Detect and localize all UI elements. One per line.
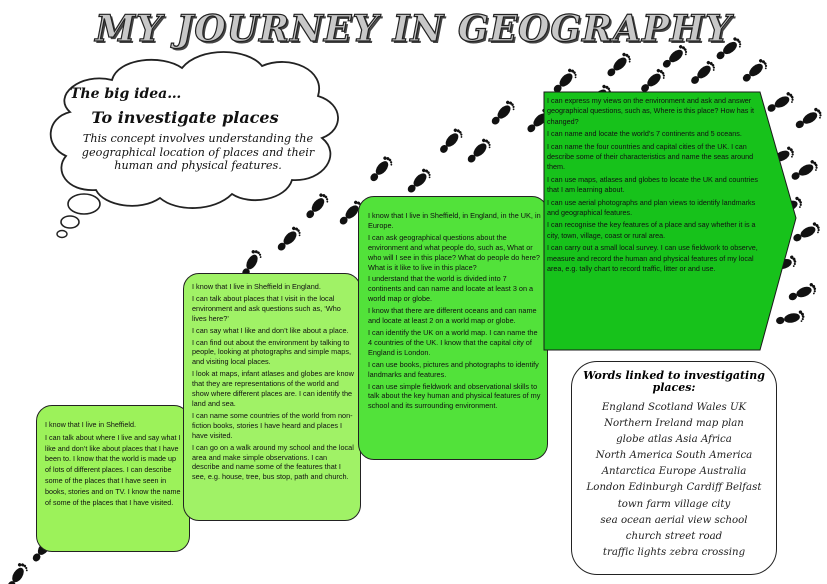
footprint-icon [5,561,30,584]
vocabulary-row: London Edinburgh Cardiff Belfast [586,482,762,494]
footprint-icon [405,167,433,196]
step2-line: I can name some countries of the world from non-fiction books, stories I have heard and places I have visited. [192,410,353,440]
vocabulary-row: North America South America [595,450,753,462]
step2-line: I can say what I like and don’t like about a place. [192,325,349,335]
step2-line: I can talk about places that I visit in the local environment and ask questions such as, ‘Who lives here?’ [192,293,341,323]
vocabulary-row: church street road [625,530,723,542]
concept-description: This concept involves understanding the geographical location of places and their human and physical features. [81,132,315,173]
page-title: MY JOURNEY IN GEOGRAPHY [95,8,732,50]
step1-line: I know that I live in Sheffield. [45,420,136,429]
step3-line: I can identify the UK on a world map. I can name the 4 countries of the UK. I know that the capital city of England is London. [368,327,538,357]
step3-line: I know that I live in Sheffield, in England, in the UK, in Europe. [368,211,541,230]
step-box-4 [547,96,762,346]
footprint-icon [367,155,394,184]
step3-line: I can ask geographical questions about the environment and what people do, such as, What or who will I see in this place? What do people do here? What is it like to live in this place? [368,232,540,272]
step4-line: I can carry out a small local survey. I can use fieldwork to observe, measure and record the human and physical features of my local area, e.g. tally chart to record traffic, litter or and use. [547,243,758,274]
step4-line: I can name and locate the world’s 7 continents and 5 oceans. [547,129,742,139]
footprint-icon [604,51,633,79]
vocabulary-list [572,400,776,561]
footprint-icon [437,127,465,156]
step4-line: I can express my views on the environment and ask and answer geographical questions, such as, Where is this place? How has it changed? [547,96,754,126]
step2-line: I know that I live in Sheffield in England. [192,282,321,291]
step-box-2 [183,273,361,521]
concept-title: To investigate places [91,108,279,127]
step3-line: I know that there are different oceans and can name and locate at least 2 on a world map or globe. [368,306,537,326]
step3-line: I can use books, pictures and photographs to identify landmarks and features. [368,359,539,379]
step-box-3 [358,196,548,460]
vocabulary-row: sea ocean aerial view school [600,514,748,526]
vocabulary-row: Northern Ireland map plan [604,418,744,430]
step2-line: I can go on a walk around my school and the local area and make simple observations. I can describe and name some of the features that I see, e.g. house, tree, bus stop, path and church. [192,442,354,482]
vocabulary-row: globe atlas Asia Africa [616,434,732,446]
vocabulary-row: England Scotland Wales UK [601,402,747,413]
footprint-icon [688,59,717,87]
footprint-icon [465,137,493,166]
vocabulary-row: Antarctica Europe Australia [601,466,747,478]
footprint-icon [740,58,769,85]
step4-line: I can use maps, atlases and globes to locate the UK and countries that I am learning about. [547,174,758,195]
vocabulary-box [571,361,777,575]
step1-line: I can talk about where I live and say what I like and don’t like about places that I have been to. I know that the world is made up of lots of different places. I can describe some of the places that I have seen in books, stories and on TV. I know the name of some of the places that I have visited. [45,432,181,507]
big-idea-heading: The big idea… [70,86,182,102]
step3-line: I understand that the world is divided into 7 continents and can name and locate at least 3 on a world map or globe. [368,274,534,304]
step3-line: I can use simple fieldwork and observational skills to talk about the key human and physical features of my school and its surrounding environment. [368,381,541,411]
step2-line: I can find out about the environment by talking to people, looking at photographs and simple maps, and visiting local places. [192,337,352,367]
footprint-icon [489,99,517,128]
vocabulary-row: town farm village city [617,498,731,510]
step4-line: I can name the four countries and capital cities of the UK. I can describe some of their characteristics and name the seas around them. [547,141,754,172]
step4-line: I can recognise the key features of a place and say whether it is a city, town, village, coast or rural area. [547,220,756,240]
step2-line: I look at maps, infant atlases and globes are know that they are representations of the world and show where different places are. I can identify the land and sea. [192,369,354,408]
vocabulary-title: Words linked to investigating places: [583,369,765,394]
step4-line: I can use aerial photographs and plan views to identify landmarks and geographical features. [547,197,756,218]
step-box-1 [36,405,190,552]
vocabulary-row: traffic lights zebra crossing [602,546,746,558]
